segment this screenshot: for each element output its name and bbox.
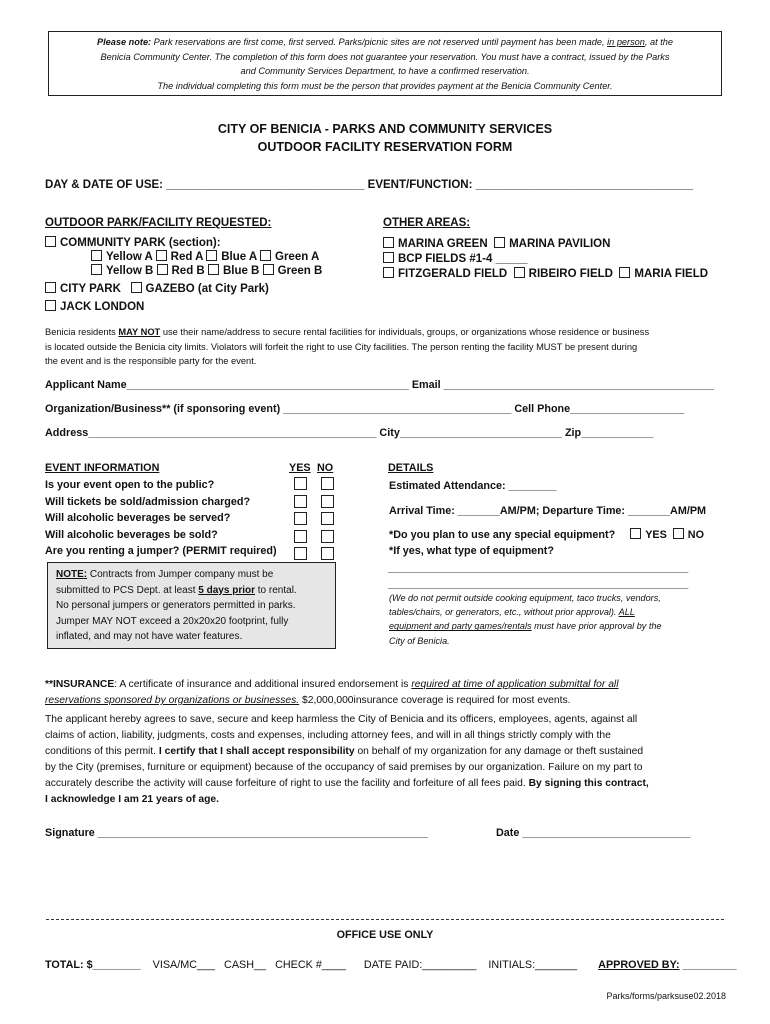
- arrival-departure-field[interactable]: Arrival Time: _______AM/PM; Departure Time: _______AM/PM: [389, 505, 707, 517]
- jumper-note-box: [47, 562, 336, 649]
- question-jumper: Are you renting a jumper? (PERMIT required): [45, 545, 277, 557]
- check-field[interactable]: CHECK #____: [275, 959, 346, 971]
- maria-checkbox[interactable]: [619, 267, 630, 278]
- note-in-person: in person: [607, 37, 645, 47]
- equipment-note: [389, 591, 661, 648]
- equipment-no-label: NO: [687, 529, 704, 541]
- community-park-checkbox[interactable]: [45, 236, 56, 247]
- no-checkboxes: [321, 477, 334, 565]
- jumper-note-5-days: 5 days prior: [198, 584, 255, 596]
- equipment-yes-checkbox[interactable]: [630, 528, 641, 539]
- city-park-checkbox[interactable]: [45, 282, 56, 293]
- question-alcohol-sold: Will alcoholic beverages be sold?: [45, 528, 218, 541]
- alcohol-served-yes-checkbox[interactable]: [294, 512, 307, 525]
- gazebo-checkbox[interactable]: [131, 282, 142, 293]
- residents-line2: is located outside the Benicia city limits. Violators will forfeit the right to use City facilities. The person renting the facility MUST be present during: [45, 341, 638, 352]
- other-row-2: [383, 252, 528, 265]
- city-park-row: [45, 282, 269, 295]
- public-yes-checkbox[interactable]: [294, 477, 307, 490]
- initials-field[interactable]: INITIALS:_______: [488, 959, 578, 971]
- insurance-line2-underlined: reservations sponsored by organizations or businesses.: [45, 695, 300, 707]
- jumper-note-line2-end: to rental.: [255, 584, 297, 596]
- jack-london-row: [45, 300, 144, 313]
- equipment-question-label: *Do you plan to use any special equipment?: [389, 529, 616, 541]
- agreement-text: [45, 712, 649, 809]
- note-line1-end: , at the: [644, 37, 673, 47]
- residents-notice: [45, 325, 649, 369]
- community-park-label: COMMUNITY PARK (section):: [60, 237, 221, 249]
- yellow-b-label: Yellow B: [106, 265, 154, 277]
- red-a-checkbox[interactable]: [156, 250, 167, 261]
- address-city-zip-line[interactable]: Address________________________________________________ City___________________________ Zip____________: [45, 427, 654, 439]
- residents-may-not: MAY NOT: [118, 327, 161, 337]
- approved-by-field[interactable]: _________: [679, 959, 737, 971]
- event-info-heading: EVENT INFORMATION: [45, 462, 160, 474]
- jumper-note-line1: Contracts from Jumper company must be: [87, 569, 274, 580]
- jumper-note-line2: submitted to PCS Dept. at least: [56, 584, 199, 596]
- date-field[interactable]: Date ____________________________: [496, 827, 691, 839]
- note-line1: Park reservations are first come, first served. Parks/picnic sites are not reserved until payment has been made,: [151, 37, 608, 47]
- blue-b-checkbox[interactable]: [208, 264, 219, 275]
- note-line2: Benicia Community Center. The completion of this form does not guarantee your reservation. You must have a contract, issued by the Parks: [100, 51, 670, 62]
- note-lead: Please note:: [96, 37, 152, 47]
- cut-line: [46, 919, 724, 920]
- residents-line3: the event and is the responsible party for the event.: [45, 356, 257, 366]
- equipment-question: [389, 528, 704, 541]
- applicant-name-email-line[interactable]: Applicant Name_______________________________________________ Email _____________________________________________: [45, 379, 714, 391]
- marina-pavilion-checkbox[interactable]: [494, 237, 505, 248]
- day-date-event-line[interactable]: DAY & DATE OF USE: _______________________________ EVENT/FUNCTION: __________________________________: [45, 179, 694, 191]
- office-use-title: OFFICE USE ONLY: [336, 929, 434, 941]
- attendance-field[interactable]: Estimated Attendance: ________: [389, 480, 557, 492]
- equipment-blank-1[interactable]: __________________________________________________: [388, 562, 689, 574]
- total-field[interactable]: TOTAL: $________: [45, 959, 141, 971]
- blue-a-label: Blue A: [221, 251, 257, 263]
- equipment-yes-label: YES: [645, 529, 667, 541]
- jumper-note-line3: No personal jumpers or generators permitted in parks.: [56, 600, 296, 612]
- notice-box: [48, 31, 722, 96]
- marina-green-label: MARINA GREEN: [398, 238, 488, 250]
- maria-label: MARIA FIELD: [634, 268, 709, 280]
- question-public: Is your event open to the public?: [45, 479, 215, 491]
- fitzgerald-checkbox[interactable]: [383, 267, 394, 278]
- marina-green-checkbox[interactable]: [383, 237, 394, 248]
- alcohol-sold-yes-checkbox[interactable]: [294, 530, 307, 543]
- tickets-yes-checkbox[interactable]: [294, 495, 307, 508]
- question-alcohol-served: Will alcoholic beverages be served?: [45, 512, 231, 524]
- form-title-1: CITY OF BENICIA - PARKS AND COMMUNITY SERVICES: [217, 122, 553, 136]
- question-tickets: Will tickets be sold/admission charged?: [45, 495, 251, 508]
- visa-field[interactable]: VISA/MC___: [152, 959, 216, 971]
- alcohol-sold-no-checkbox[interactable]: [321, 530, 334, 543]
- green-b-checkbox[interactable]: [263, 264, 274, 275]
- jumper-no-checkbox[interactable]: [321, 547, 334, 560]
- equipment-note-line4: City of Benicia.: [389, 635, 450, 646]
- green-b-label: Green B: [277, 265, 323, 277]
- jumper-yes-checkbox[interactable]: [294, 547, 307, 560]
- organization-phone-line[interactable]: Organization/Business** (if sponsoring event) ______________________________________ Cell Phone___________________: [45, 403, 685, 415]
- insurance-lead: **INSURANCE: [45, 679, 115, 690]
- tickets-no-checkbox[interactable]: [321, 495, 334, 508]
- other-row-1: [383, 237, 610, 250]
- red-b-checkbox[interactable]: [157, 264, 168, 275]
- yes-checkboxes: [294, 477, 307, 565]
- city-park-label: CITY PARK: [60, 283, 121, 295]
- yellow-a-checkbox[interactable]: [91, 250, 102, 261]
- residents-line1-end: use their name/address to secure rental facilities for individuals, groups, or organizations whose residence or business: [160, 327, 650, 337]
- date-paid-field[interactable]: DATE PAID:_________: [363, 959, 477, 971]
- section-row-a: [91, 250, 319, 263]
- insurance-line1-underlined: required at time of application submittal for all: [411, 679, 619, 690]
- green-a-checkbox[interactable]: [260, 250, 271, 261]
- equipment-note-all: ALL: [618, 607, 635, 618]
- event-questions: [45, 477, 277, 560]
- form-footer: Parks/forms/parksuse02.2018: [606, 991, 726, 1001]
- agreement-line4: by the City (premises, furniture or equipment) because of the occupancy of said premises by our organization. Failure on my part to: [45, 762, 643, 774]
- insurance-text: [45, 677, 619, 709]
- alcohol-served-no-checkbox[interactable]: [321, 512, 334, 525]
- signature-field[interactable]: Signature _______________________________________________________: [45, 827, 429, 839]
- cash-field[interactable]: CASH__: [224, 959, 267, 971]
- agreement-signing: By signing this contract,: [528, 778, 649, 790]
- red-a-label: Red A: [170, 251, 204, 263]
- equipment-blank-2[interactable]: __________________________________________________: [388, 578, 689, 590]
- yellow-b-checkbox[interactable]: [91, 264, 102, 275]
- yellow-a-label: Yellow A: [106, 251, 153, 263]
- office-use-row: [45, 959, 737, 971]
- community-park-option[interactable]: [45, 236, 221, 249]
- jumper-note-line5: inflated, and may not have water features.: [56, 631, 243, 643]
- blue-b-label: Blue B: [222, 265, 260, 277]
- section-row-b: [91, 264, 322, 277]
- fitzgerald-label: FITZGERALD FIELD: [398, 268, 508, 280]
- other-row-3: [383, 267, 708, 280]
- residents-line1: Benicia residents: [45, 327, 119, 337]
- insurance-line2: $2,000,000insurance coverage is required for most events.: [299, 695, 571, 707]
- agreement-line1: The applicant hereby agrees to save, secure and keep harmless the City of Benicia and its officers, employees, agents, against all: [45, 714, 638, 725]
- equipment-no-checkbox[interactable]: [673, 528, 684, 539]
- details-heading: DETAILS: [388, 462, 434, 474]
- note-line3: and Community Services Department, to have a confirmed reservation.: [240, 66, 530, 76]
- equipment-note-line3: must have prior approval by the: [531, 621, 662, 632]
- other-areas-heading: OTHER AREAS:: [383, 217, 471, 229]
- jack-london-checkbox[interactable]: [45, 300, 56, 311]
- equipment-note-line3-underlined: equipment and party games/rentals: [389, 621, 532, 632]
- agreement-line3-end: on behalf of my organization for any damage or theft sustained: [354, 746, 644, 758]
- public-no-checkbox[interactable]: [321, 477, 334, 490]
- jack-london-label: JACK LONDON: [60, 301, 145, 313]
- no-column-header: NO: [317, 462, 334, 474]
- agreement-age: I acknowledge I am 21 years of age.: [45, 794, 219, 806]
- ribeiro-checkbox[interactable]: [514, 267, 525, 278]
- bcp-fields-label: BCP FIELDS #1-4 _____: [398, 253, 528, 265]
- marina-pavilion-label: MARINA PAVILION: [509, 238, 611, 250]
- equipment-note-line2: tables/chairs, or generators, etc., without prior approval).: [389, 607, 619, 618]
- blue-a-checkbox[interactable]: [206, 250, 217, 261]
- agreement-certify: I certify that I shall accept responsibility: [158, 746, 355, 758]
- bcp-fields-checkbox[interactable]: [383, 252, 394, 263]
- red-b-label: Red B: [171, 265, 205, 277]
- equipment-note-line1: (We do not permit outside cooking equipment, taco trucks, vendors,: [389, 593, 661, 603]
- note-line4: The individual completing this form must be the person that provides payment at the Benicia Community Center.: [157, 80, 613, 91]
- jumper-note-label: NOTE:: [56, 569, 88, 580]
- agreement-line3: conditions of this permit.: [45, 746, 159, 758]
- approved-by-label: APPROVED BY:: [598, 959, 680, 971]
- yes-column-header: YES: [289, 462, 311, 474]
- gazebo-label: GAZEBO (at City Park): [145, 283, 269, 295]
- green-a-label: Green A: [275, 251, 320, 263]
- agreement-line2: claims of action, liability, judgments, costs and expenses, including attorney fees, and will in all things strictly comply with the: [45, 730, 611, 742]
- equipment-type-label: *If yes, what type of equipment?: [389, 545, 554, 557]
- agreement-line5: accurately describe the activity will cause forfeiture of right to use the facility and forfeiture of all fees paid.: [45, 778, 529, 790]
- insurance-line1: : A certificate of insurance and additional insured endorsement is: [114, 679, 412, 690]
- form-title-2: OUTDOOR FACILITY RESERVATION FORM: [257, 140, 513, 154]
- ribeiro-label: RIBEIRO FIELD: [528, 268, 613, 280]
- park-heading: OUTDOOR PARK/FACILITY REQUESTED:: [45, 217, 272, 229]
- jumper-note-line4: Jumper MAY NOT exceed a 20x20x20 footprint, fully: [56, 615, 289, 627]
